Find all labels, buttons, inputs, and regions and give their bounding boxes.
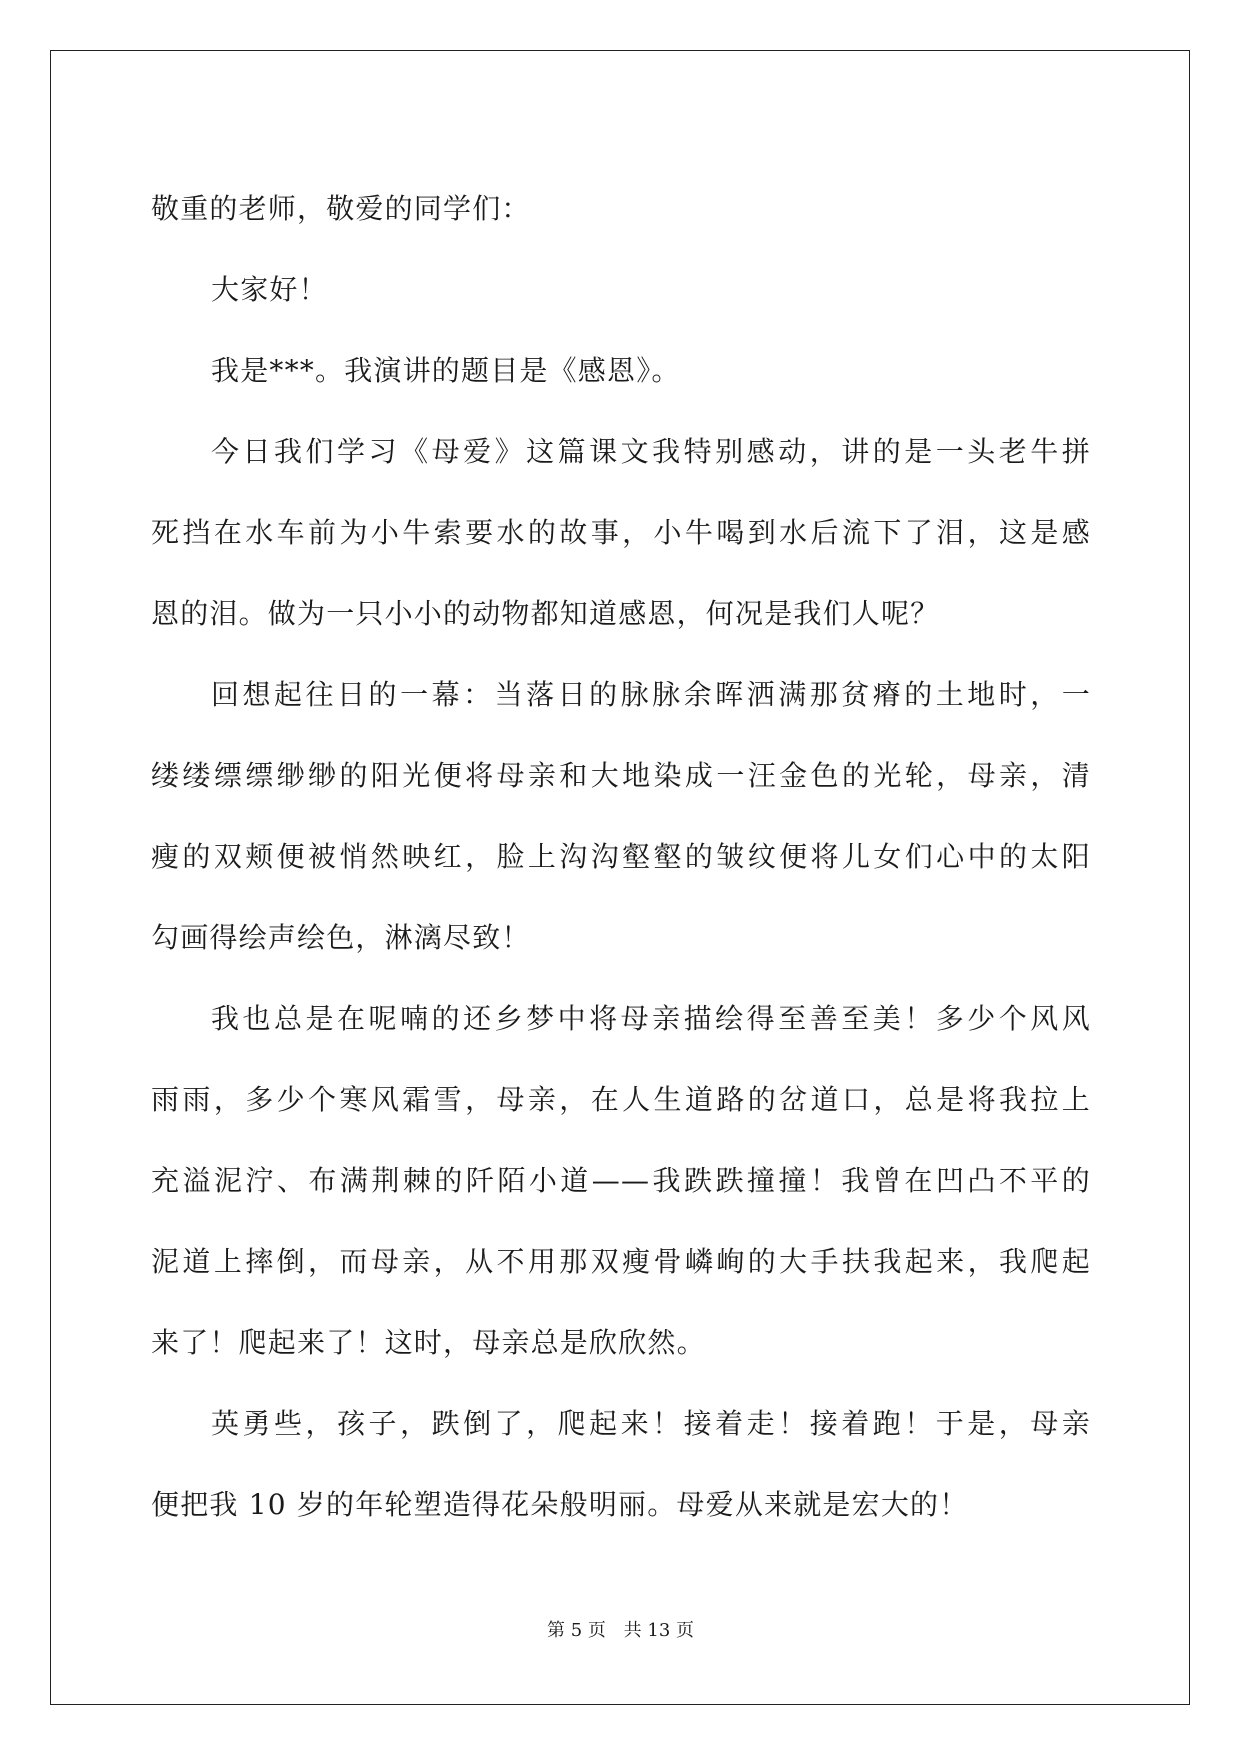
text-line: 瘦的双颊便被悄然映红，脸上沟沟壑壑的皱纹便将儿女们心中的太阳 xyxy=(151,840,1091,873)
page-number: 第 5 页 xyxy=(547,1620,606,1641)
text-line: 敬重的老师，敬爱的同学们： xyxy=(151,192,531,225)
text-line: 我也总是在呢喃的还乡梦中将母亲描绘得至善至美！多少个风风 xyxy=(211,1002,1091,1035)
text-line: 缕缕缥缥缈缈的阳光便将母亲和大地染成一汪金色的光轮，母亲，清 xyxy=(151,759,1091,792)
text-line: 回想起往日的一幕：当落日的脉脉余晖洒满那贫瘠的土地时，一 xyxy=(211,678,1091,711)
page-footer xyxy=(0,1616,1241,1642)
text-line: 恩的泪。做为一只小小的动物都知道感恩，何况是我们人呢？ xyxy=(151,597,940,630)
text-line: 雨雨，多少个寒风霜雪，母亲，在人生道路的岔道口，总是将我拉上 xyxy=(151,1083,1091,1116)
text-line: 英勇些，孩子，跌倒了，爬起来！接着走！接着跑！于是，母亲 xyxy=(211,1407,1091,1440)
text-line: 便把我 10 岁的年轮塑造得花朵般明丽。母爱从来就是宏大的！ xyxy=(151,1488,969,1521)
text-line: 大家好！ xyxy=(211,273,328,306)
page-total: 共 13 页 xyxy=(623,1620,694,1641)
text-line: 死挡在水车前为小牛索要水的故事，小牛喝到水后流下了泪，这是感 xyxy=(151,516,1091,549)
text-line: 来了！爬起来了！这时，母亲总是欣欣然。 xyxy=(151,1326,706,1359)
document-body xyxy=(151,168,1091,1545)
text-line: 勾画得绘声绘色，淋漓尽致！ xyxy=(151,921,531,954)
text-line: 今日我们学习《母爱》这篇课文我特别感动，讲的是一头老牛拼 xyxy=(211,435,1091,468)
text-line: 充溢泥泞、布满荆棘的阡陌小道——我跌跌撞撞！我曾在凹凸不平的 xyxy=(151,1164,1091,1197)
text-line: 泥道上摔倒，而母亲，从不用那双瘦骨嶙峋的大手扶我起来，我爬起 xyxy=(151,1245,1091,1278)
text-line: 我是***。我演讲的题目是《感恩》。 xyxy=(211,354,681,387)
